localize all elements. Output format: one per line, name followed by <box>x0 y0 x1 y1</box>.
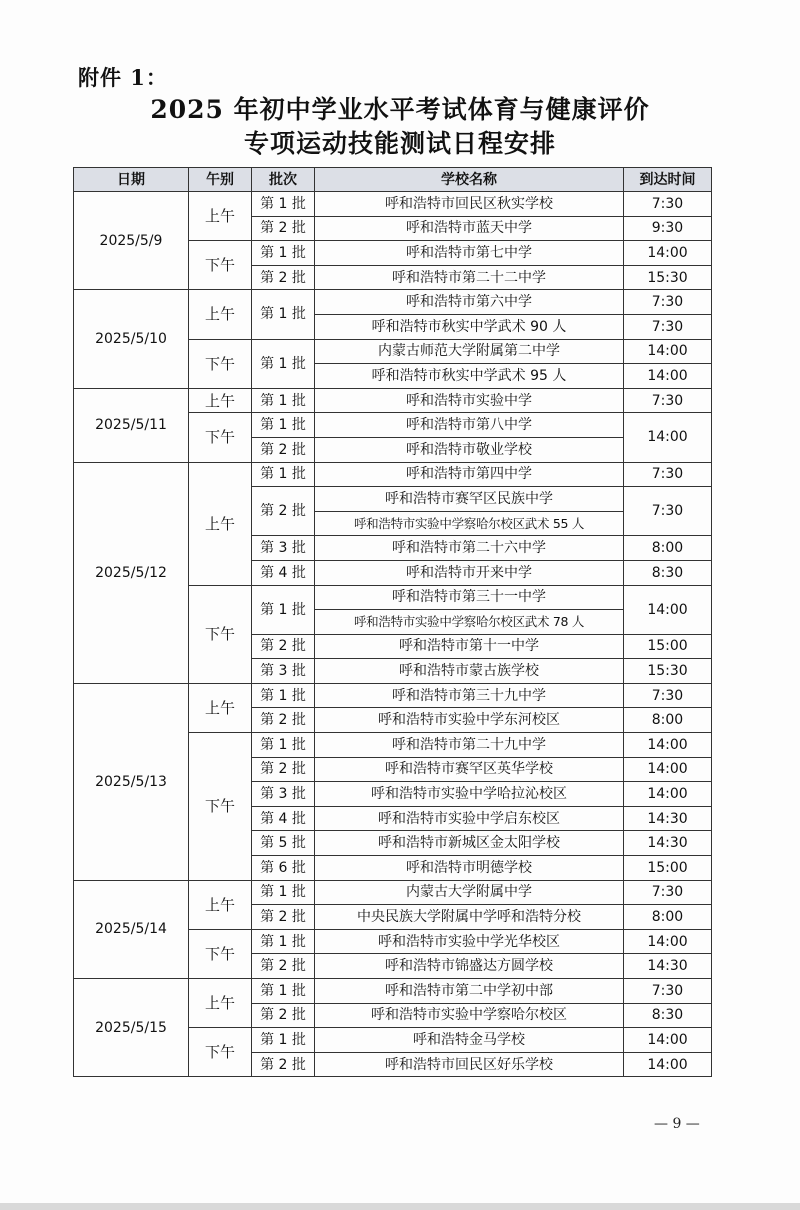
batch-cell: 第 1 批 <box>252 339 315 388</box>
arrival-time-cell: 7:30 <box>624 290 712 315</box>
school-name-cell: 呼和浩特市赛罕区英华学校 <box>315 757 624 782</box>
arrival-time-cell: 15:30 <box>624 265 712 290</box>
date-cell: 2025/5/9 <box>74 192 189 290</box>
arrival-time-cell: 14:30 <box>624 831 712 856</box>
batch-cell: 第 2 批 <box>252 757 315 782</box>
school-name-cell: 呼和浩特市实验中学光华校区 <box>315 929 624 954</box>
document-title-line2: 专项运动技能测试日程安排 <box>243 129 556 158</box>
school-name-cell: 呼和浩特市第七中学 <box>315 241 624 266</box>
school-name-cell: 呼和浩特市第四中学 <box>315 462 624 487</box>
batch-cell: 第 2 批 <box>252 1003 315 1028</box>
batch-cell: 第 2 批 <box>252 216 315 241</box>
school-name-cell: 呼和浩特市第二十二中学 <box>315 265 624 290</box>
batch-cell: 第 2 批 <box>252 437 315 462</box>
header-school: 学校名称 <box>315 168 624 192</box>
date-cell: 2025/5/12 <box>74 462 189 683</box>
batch-cell: 第 1 批 <box>252 462 315 487</box>
arrival-time-cell: 14:00 <box>624 929 712 954</box>
arrival-time-cell: 9:30 <box>624 216 712 241</box>
batch-cell: 第 4 批 <box>252 806 315 831</box>
arrival-time-cell: 15:00 <box>624 634 712 659</box>
table-row <box>74 462 712 487</box>
period-cell: 下午 <box>189 413 252 462</box>
page-number: — 9 — <box>654 1116 700 1132</box>
batch-cell: 第 5 批 <box>252 831 315 856</box>
date-cell: 2025/5/11 <box>74 388 189 462</box>
period-cell: 下午 <box>189 733 252 881</box>
period-cell: 上午 <box>189 192 252 241</box>
school-name-cell: 呼和浩特市第六中学 <box>315 290 624 315</box>
school-name-cell: 呼和浩特市实验中学察哈尔校区 <box>315 1003 624 1028</box>
batch-cell: 第 1 批 <box>252 241 315 266</box>
school-name-cell: 呼和浩特市实验中学启东校区 <box>315 806 624 831</box>
date-cell: 2025/5/10 <box>74 290 189 388</box>
period-cell: 上午 <box>189 683 252 732</box>
period-cell: 下午 <box>189 929 252 978</box>
school-name-cell: 呼和浩特市第三十一中学 <box>315 585 624 610</box>
period-cell: 上午 <box>189 979 252 1028</box>
school-name-cell: 呼和浩特市回民区好乐学校 <box>315 1052 624 1077</box>
document-title-line1: 2025 年初中学业水平考试体育与健康评价 <box>150 95 650 124</box>
school-name-cell: 呼和浩特市第二十六中学 <box>315 536 624 561</box>
period-cell: 上午 <box>189 388 252 413</box>
date-cell: 2025/5/14 <box>74 880 189 978</box>
arrival-time-cell: 7:30 <box>624 683 712 708</box>
batch-cell: 第 1 批 <box>252 192 315 217</box>
period-cell: 下午 <box>189 339 252 388</box>
attachment-label: 附件 1： <box>78 65 168 90</box>
table-row <box>74 979 712 1004</box>
batch-cell: 第 1 批 <box>252 979 315 1004</box>
school-name-cell: 呼和浩特市锦盛达方圆学校 <box>315 954 624 979</box>
arrival-time-cell: 14:00 <box>624 1052 712 1077</box>
bottom-edge <box>0 1203 800 1210</box>
table-row <box>74 290 712 315</box>
date-cell: 2025/5/13 <box>74 683 189 880</box>
schedule-table <box>73 167 712 1077</box>
batch-cell: 第 4 批 <box>252 560 315 585</box>
school-name-cell: 呼和浩特市第十一中学 <box>315 634 624 659</box>
header-arrival-time: 到达时间 <box>624 168 712 192</box>
school-name-cell: 呼和浩特市新城区金太阳学校 <box>315 831 624 856</box>
schedule-body <box>74 192 712 1077</box>
school-name-cell: 呼和浩特市蒙古族学校 <box>315 659 624 684</box>
batch-cell: 第 1 批 <box>252 683 315 708</box>
school-name-cell: 呼和浩特市第二中学初中部 <box>315 979 624 1004</box>
header-period: 午别 <box>189 168 252 192</box>
arrival-time-cell: 8:00 <box>624 536 712 561</box>
arrival-time-cell: 7:30 <box>624 192 712 217</box>
school-name-cell: 呼和浩特市回民区秋实学校 <box>315 192 624 217</box>
school-name-cell: 呼和浩特市实验中学察哈尔校区武术 55 人 <box>315 511 624 536</box>
period-cell: 上午 <box>189 462 252 585</box>
arrival-time-cell: 14:00 <box>624 585 712 634</box>
period-cell: 下午 <box>189 585 252 683</box>
school-name-cell: 呼和浩特市蓝天中学 <box>315 216 624 241</box>
period-cell: 上午 <box>189 290 252 339</box>
arrival-time-cell: 8:30 <box>624 560 712 585</box>
school-name-cell: 呼和浩特市实验中学哈拉沁校区 <box>315 782 624 807</box>
school-name-cell: 内蒙古大学附属中学 <box>315 880 624 905</box>
batch-cell: 第 1 批 <box>252 880 315 905</box>
batch-cell: 第 1 批 <box>252 388 315 413</box>
school-name-cell: 呼和浩特金马学校 <box>315 1028 624 1053</box>
batch-cell: 第 1 批 <box>252 585 315 634</box>
school-name-cell: 呼和浩特市明德学校 <box>315 856 624 881</box>
school-name-cell: 呼和浩特市秋实中学武术 90 人 <box>315 314 624 339</box>
batch-cell: 第 1 批 <box>252 413 315 438</box>
school-name-cell: 呼和浩特市第八中学 <box>315 413 624 438</box>
period-cell: 下午 <box>189 1028 252 1077</box>
school-name-cell: 呼和浩特市实验中学东河校区 <box>315 708 624 733</box>
batch-cell: 第 1 批 <box>252 733 315 758</box>
batch-cell: 第 2 批 <box>252 708 315 733</box>
table-row <box>74 683 712 708</box>
school-name-cell: 呼和浩特市赛罕区民族中学 <box>315 487 624 512</box>
arrival-time-cell: 7:30 <box>624 880 712 905</box>
period-cell: 下午 <box>189 241 252 290</box>
school-name-cell: 内蒙古师范大学附属第二中学 <box>315 339 624 364</box>
arrival-time-cell: 7:30 <box>624 979 712 1004</box>
school-name-cell: 呼和浩特市敬业学校 <box>315 437 624 462</box>
arrival-time-cell: 14:00 <box>624 757 712 782</box>
batch-cell: 第 3 批 <box>252 536 315 561</box>
table-row <box>74 880 712 905</box>
batch-cell: 第 2 批 <box>252 265 315 290</box>
batch-cell: 第 6 批 <box>252 856 315 881</box>
batch-cell: 第 2 批 <box>252 954 315 979</box>
school-name-cell: 呼和浩特市秋实中学武术 95 人 <box>315 364 624 389</box>
table-row <box>74 388 712 413</box>
arrival-time-cell: 14:30 <box>624 954 712 979</box>
batch-cell: 第 2 批 <box>252 1052 315 1077</box>
batch-cell: 第 1 批 <box>252 929 315 954</box>
arrival-time-cell: 14:00 <box>624 241 712 266</box>
header-date: 日期 <box>74 168 189 192</box>
batch-cell: 第 2 批 <box>252 634 315 659</box>
arrival-time-cell: 14:00 <box>624 782 712 807</box>
arrival-time-cell: 7:30 <box>624 487 712 536</box>
arrival-time-cell: 14:00 <box>624 1028 712 1053</box>
arrival-time-cell: 7:30 <box>624 462 712 487</box>
header-batch: 批次 <box>252 168 315 192</box>
arrival-time-cell: 8:00 <box>624 708 712 733</box>
batch-cell: 第 3 批 <box>252 659 315 684</box>
school-name-cell: 呼和浩特市开来中学 <box>315 560 624 585</box>
arrival-time-cell: 14:00 <box>624 364 712 389</box>
arrival-time-cell: 8:00 <box>624 905 712 930</box>
date-cell: 2025/5/15 <box>74 979 189 1077</box>
school-name-cell: 中央民族大学附属中学呼和浩特分校 <box>315 905 624 930</box>
arrival-time-cell: 14:00 <box>624 339 712 364</box>
batch-cell: 第 1 批 <box>252 1028 315 1053</box>
period-cell: 上午 <box>189 880 252 929</box>
arrival-time-cell: 7:30 <box>624 314 712 339</box>
arrival-time-cell: 14:30 <box>624 806 712 831</box>
arrival-time-cell: 7:30 <box>624 388 712 413</box>
arrival-time-cell: 8:30 <box>624 1003 712 1028</box>
batch-cell: 第 2 批 <box>252 905 315 930</box>
arrival-time-cell: 14:00 <box>624 733 712 758</box>
school-name-cell: 呼和浩特市第三十九中学 <box>315 683 624 708</box>
table-row <box>74 192 712 217</box>
table-header-row <box>74 168 712 192</box>
arrival-time-cell: 15:00 <box>624 856 712 881</box>
school-name-cell: 呼和浩特市实验中学察哈尔校区武术 78 人 <box>315 610 624 635</box>
batch-cell: 第 3 批 <box>252 782 315 807</box>
arrival-time-cell: 14:00 <box>624 413 712 462</box>
arrival-time-cell: 15:30 <box>624 659 712 684</box>
school-name-cell: 呼和浩特市实验中学 <box>315 388 624 413</box>
batch-cell: 第 2 批 <box>252 487 315 536</box>
batch-cell: 第 1 批 <box>252 290 315 339</box>
school-name-cell: 呼和浩特市第二十九中学 <box>315 733 624 758</box>
